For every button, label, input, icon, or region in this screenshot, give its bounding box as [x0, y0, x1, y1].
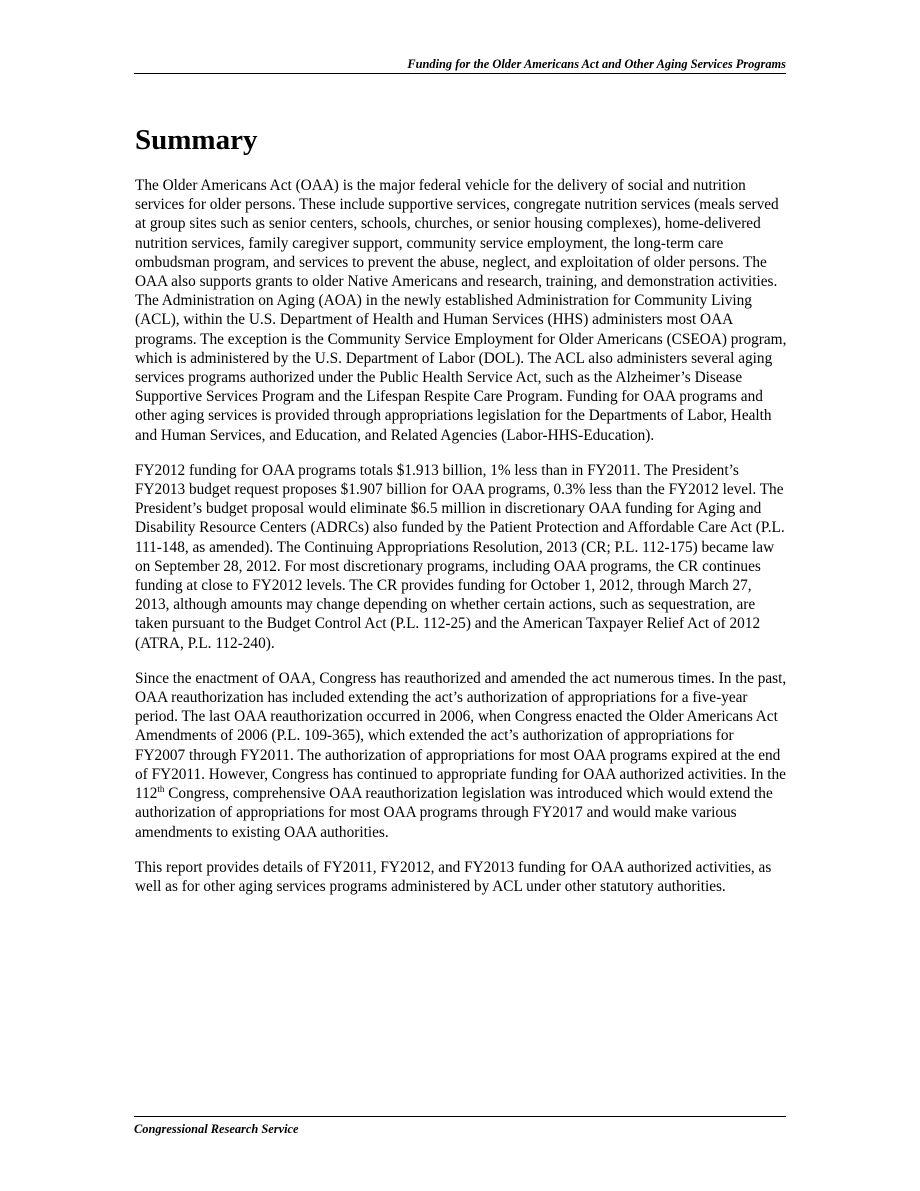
section-title: Summary: [135, 124, 258, 156]
ordinal-superscript: th: [157, 784, 165, 794]
paragraph-overview: The Older Americans Act (OAA) is the major federal vehicle for the delivery of social and nutrition services for older persons. These include supportive services, congregate nutrition services (meals served at group sites such as senior centers, schools, churches, or senior housing complexes), home-delivered nutrition services, family caregiver support, community service employment, the long-term care ombudsman program, and services to prevent the abuse, neglect, and exploitation of older persons. The OAA also supports grants to older Native Americans and research, training, and demonstration activities. The Administration on Aging (AOA) in the newly established Administration for Community Living (ACL), within the U.S. Department of Health and Human Services (HHS) administers most OAA programs. The exception is the Community Service Employment for Older Americans (CSEOA) program, which is administered by the U.S. Department of Labor (DOL). The ACL also administers several aging services programs authorized under the Public Health Service Act, such as the Alzheimer’s Disease Supportive Services Program and the Lifespan Respite Care Program. Funding for OAA programs and other aging services is provided through appropriations legislation for the Departments of Labor, Health and Human Services, and Education, and Related Agencies (Labor-HHS-Education).: [135, 177, 787, 444]
paragraph-reauthorization-text-start: Since the enactment of OAA, Congress has reauthorized and amended the act numerous times. In the past, OAA reauthorization has included extending the act’s authorization of appropriations for a five-year period. The last OAA reauthorization occurred in 2006, when Congress enacted the Older Americans Act Amendments of 2006 (P.L. 109-365), which extended the act’s authorization of appropriations for FY2007 through FY2011. The authorization of appropriations for most OAA programs expired at the end of FY2011. However, Congress has continued to appropriate funding for OAA authorized activities. In the 112: [135, 669, 787, 803]
running-header: Funding for the Older Americans Act and Other Aging Services Programs: [134, 56, 786, 74]
paragraph-reauthorization-text-end: Congress, comprehensive OAA reauthorization legislation was introduced which would extend the authorization of appropriations for most OAA programs through FY2017 and would make various amendments to existing OAA authorities.: [135, 785, 773, 841]
paragraph-reauthorization: [135, 669, 787, 842]
paragraph-funding: FY2012 funding for OAA programs totals $1.913 billion, 1% less than in FY2011. The President’s FY2013 budget request proposes $1.907 billion for OAA programs, 0.3% less than the FY2012 level. The President’s budget proposal would eliminate $6.5 million in discretionary OAA funding for Aging and Disability Resource Centers (ADRCs) also funded by the Patient Protection and Affordable Care Act (P.L. 111-148, as amended). The Continuing Appropriations Resolution, 2013 (CR; P.L. 112-175) became law on September 28, 2012. For most discretionary programs, including OAA programs, the CR continues funding at close to FY2012 levels. The CR provides funding for October 1, 2012, through March 27, 2013, although amounts may change depending on whether certain actions, such as sequestration, are taken pursuant to the Budget Control Act (P.L. 112-25) and the American Taxpayer Relief Act of 2012 (ATRA, P.L. 112-240).: [135, 461, 785, 652]
summary-body: [135, 176, 787, 912]
paragraph-report-scope: This report provides details of FY2011, FY2012, and FY2013 funding for OAA authorized activities, as well as for other aging services programs administered by ACL under other statutory authorities.: [135, 858, 772, 895]
page-footer: Congressional Research Service: [134, 1116, 786, 1137]
